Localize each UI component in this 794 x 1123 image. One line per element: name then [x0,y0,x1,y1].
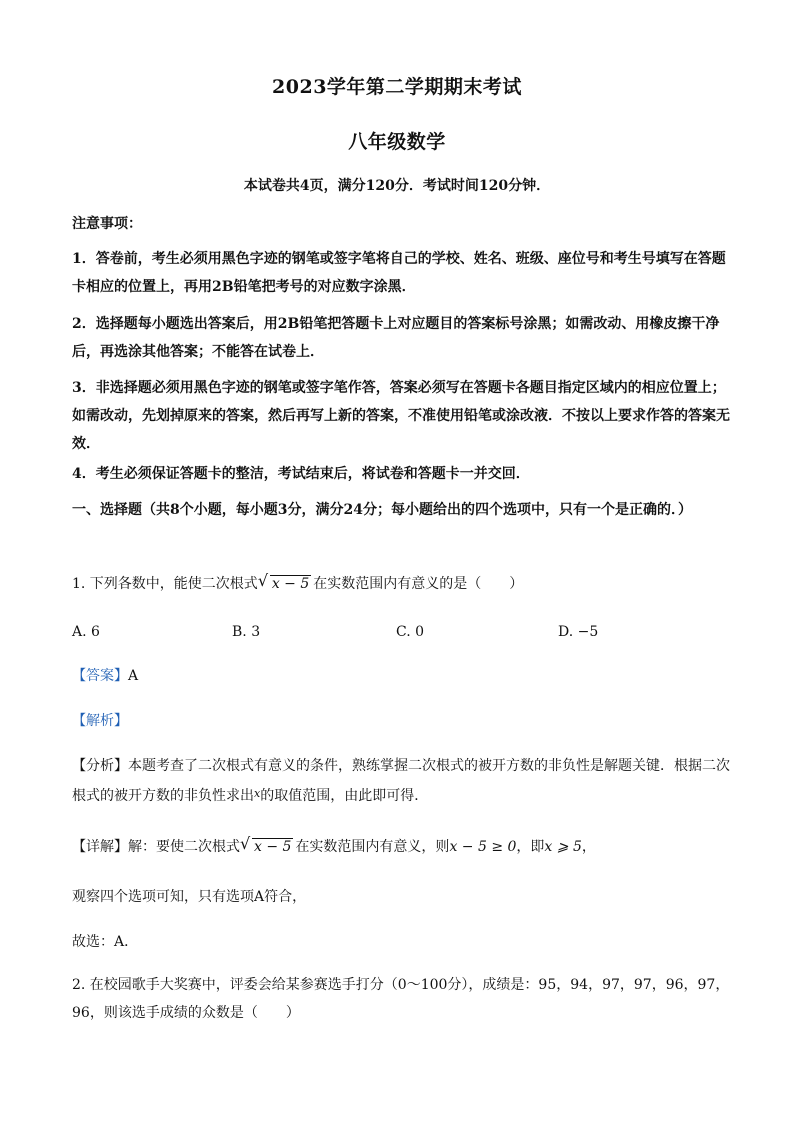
note-1: 1．答卷前，考生必须用黑色字迹的钢笔或签字笔将自己的学校、姓名、班级、座位号和考生号填写在答题卡相应的位置上，再用2B铅笔把考号的对应数字涂黑． [72,251,726,295]
fenxi-text: 本题考查了二次根式有意义的条件，熟练掌握二次根式的被开方数的非负性是解题关键．根据二次根式的被开方数的非负性求出 [72,758,730,804]
exam-title: 2023学年第二学期期末考试 [272,76,522,98]
fenxi-end: 的取值范围，由此即可得． [260,788,429,804]
analysis-tag: 【解析】 [72,713,128,729]
option-c: C. 0 [396,624,425,640]
option-b: B. 3 [232,624,261,640]
question-2: 2. 在校园歌手大奖赛中，评委会给某参赛选手打分（0～100分），成绩是：95，94，97，97，96，97，96，则该选手成绩的众数是（ ） [72,977,730,1021]
select-line: 故选：A． [72,934,139,950]
option-d: D. −5 [558,624,599,640]
detail-prefix: 解：要使二次根式 [128,839,240,855]
radical-expression: √ x − 5 [260,570,311,598]
detail-radical: √ x − 5 [242,833,293,861]
exam-subject: 八年级数学 [348,131,446,153]
detail-inequality-1: x − 5 ≥ 0 [449,839,517,855]
exam-info: 本试卷共4页，满分120分．考试时间120分钟． [243,178,551,194]
answer-value: A [128,668,139,684]
note-2: 2．选择题每小题选出答案后，用2B铅笔把答题卡上对应题目的答案标号涂黑；如需改动、用橡皮擦干净后，再选涂其他答案；不能答在试卷上． [72,316,720,360]
question-1 [72,570,732,598]
question-1-options [72,618,732,646]
detail-paragraph [72,833,732,861]
option-a: A. 6 [72,624,100,640]
fenxi-paragraph [72,752,732,810]
analysis-line [72,707,732,735]
fenxi-tag: 【分析】 [72,758,128,774]
note-3: 3．非选择题必须用黑色字迹的钢笔或签字笔作答，答案必须写在答题卡各题目指定区域内的相应位置上；如需改动，先划掉原来的答案，然后再写上新的答案，不准使用铅笔或涂改液．不按以上要求作答的答案无效． [72,380,730,452]
section-1-heading: 一、选择题（共8个小题，每小题3分，满分24分；每小题给出的四个选项中，只有一个是正确的．） [72,502,692,518]
answer-tag: 【答案】 [72,668,128,684]
detail-tag: 【详解】 [72,839,128,855]
notes-heading: 注意事项： [72,216,142,232]
answer-line [72,662,732,690]
detail-mid-2: ，即 [516,839,545,855]
question-1-prefix: 1. 下列各数中，能使二次根式 [72,576,258,592]
note-4: 4．考生必须保证答题卡的整洁，考试结束后，将试卷和答题卡一并交回． [72,466,530,482]
detail-mid: 在实数范围内有意义，则 [295,839,450,855]
question-1-suffix: 在实数范围内有意义的是（ ） [313,576,524,592]
fenxi-variable: x [254,787,261,800]
detail-inequality-2: x ⩾ 5 [544,839,582,855]
observe-line: 观察四个选项可知，只有选项A符合， [72,889,307,905]
detail-end: ， [581,839,596,855]
